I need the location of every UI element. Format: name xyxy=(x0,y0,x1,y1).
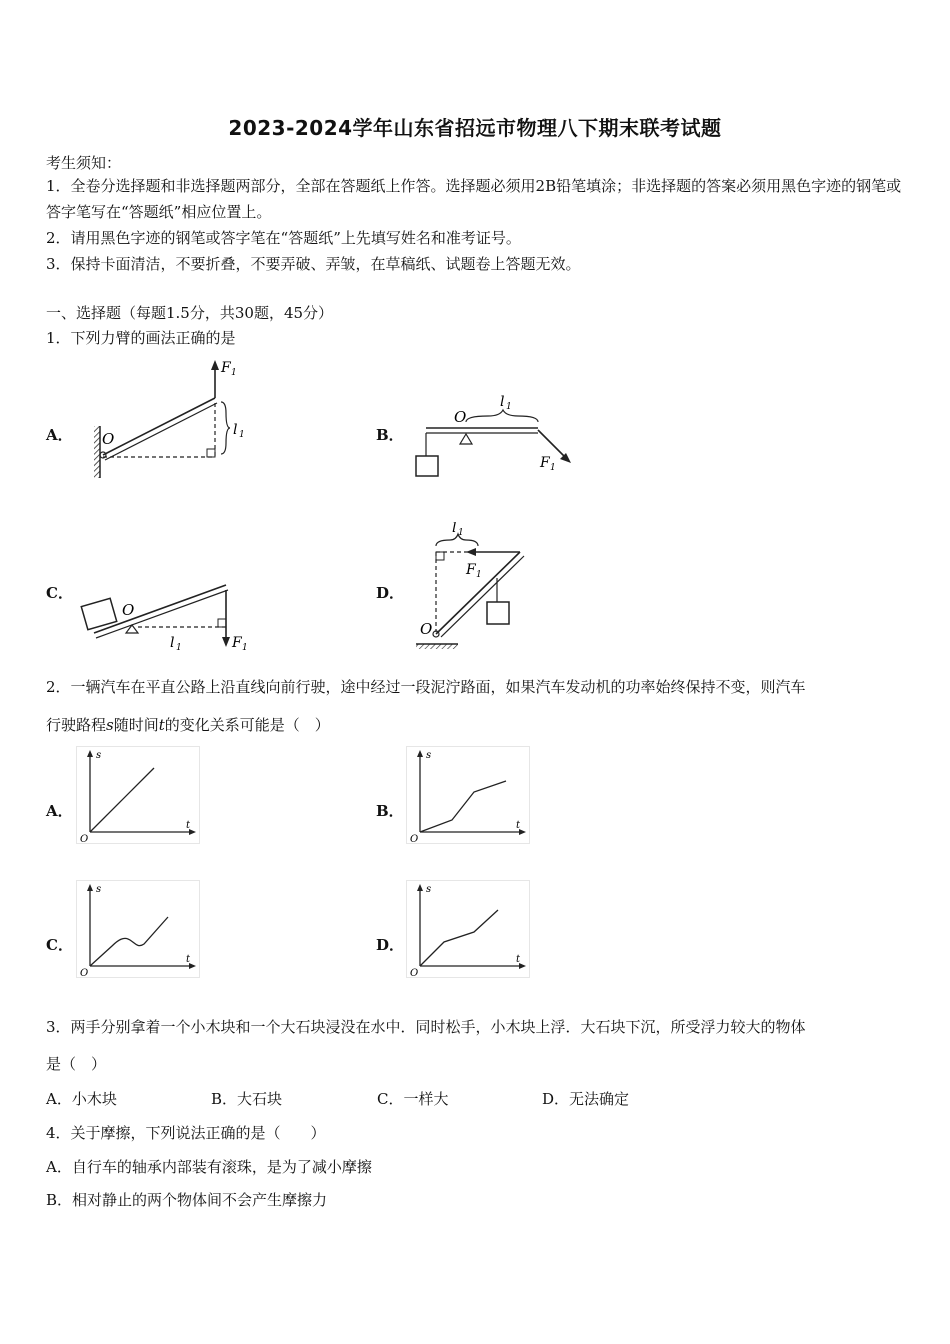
q2-option-c-label: C． xyxy=(46,936,73,954)
q4-stem: 4．关于摩擦，下列说法正确的是（ ） xyxy=(46,1124,326,1142)
svg-text:O: O xyxy=(410,834,419,844)
curve xyxy=(90,768,154,832)
svg-text:s: s xyxy=(96,750,102,761)
var-t: t xyxy=(158,716,165,734)
notice-item-2: 2．请用黑色字迹的钢笔或答字笔在“答题纸”上先填写姓名和准考证号。 xyxy=(46,229,521,247)
label-o: O xyxy=(102,430,115,448)
svg-text:t: t xyxy=(186,954,191,965)
svg-text:1: 1 xyxy=(176,643,182,653)
q1-figure-a xyxy=(88,358,263,488)
label-o: O xyxy=(420,620,433,638)
q3-stem-line-1: 3．两手分别拿着一个小木块和一个大石块浸没在水中．同时松手，小木块上浮．大石块下沉，所受浮力较大的物体 xyxy=(46,1018,806,1036)
q1-option-d-label: D． xyxy=(376,584,405,602)
q2-graph-a xyxy=(76,746,200,844)
label-f1: F xyxy=(466,562,476,578)
curve xyxy=(420,781,506,832)
fulcrum-triangle xyxy=(460,434,472,444)
q4-option-a: A．自行车的轴承内部装有滚珠，是为了减小摩擦 xyxy=(46,1158,372,1176)
lever-rod xyxy=(103,398,215,455)
q2-option-a-label: A． xyxy=(46,802,73,820)
curve xyxy=(90,917,168,966)
q4-option-b: B．相对静止的两个物体间不会产生摩擦力 xyxy=(46,1191,328,1209)
q2-option-d-label: D． xyxy=(376,936,405,954)
q1-option-c-label: C． xyxy=(46,584,73,602)
label-f1: F xyxy=(221,360,231,376)
block xyxy=(81,598,116,629)
svg-text:t: t xyxy=(516,820,521,831)
lever-rod xyxy=(436,552,520,634)
svg-text:s: s xyxy=(96,884,102,895)
svg-text:1: 1 xyxy=(231,368,237,378)
svg-text:1: 1 xyxy=(550,463,556,473)
q3-stem-line-2: 是（ ） xyxy=(46,1055,107,1073)
q1-figure-c xyxy=(76,575,256,655)
svg-text:1: 1 xyxy=(242,643,248,653)
notice-item-3: 3．保持卡面清洁，不要折叠，不要弄破、弄皱，在草稿纸、试题卷上答题无效。 xyxy=(46,255,581,273)
label-f1: F xyxy=(540,455,550,471)
q2-option-b-label: B． xyxy=(376,802,404,820)
svg-text:O: O xyxy=(410,968,419,978)
label-o: O xyxy=(454,408,467,426)
q3-option-a: A．小木块 xyxy=(46,1090,117,1108)
svg-text:1: 1 xyxy=(239,430,245,440)
page-title: 2023-2024学年山东省招远市物理八下期末联考试题 xyxy=(228,116,722,140)
svg-text:O: O xyxy=(80,968,89,978)
q2-graph-c xyxy=(76,880,200,978)
q1-option-b-label: B． xyxy=(376,426,404,444)
svg-text:t: t xyxy=(516,954,521,965)
q2-stem-line-1: 2．一辆汽车在平直公路上沿直线向前行驶，途中经过一段泥泞路面，如果汽车发动机的功率始终保持不变，则汽车 xyxy=(46,678,806,696)
wall-hatch xyxy=(94,426,100,478)
svg-text:1: 1 xyxy=(506,402,512,412)
q2-stem-line-2: 行驶路程s随时间t的变化关系可能是（ ） xyxy=(46,716,330,734)
hanging-weight xyxy=(487,602,509,624)
svg-text:t: t xyxy=(186,820,191,831)
label-l1: l xyxy=(500,394,505,410)
label-l1: l xyxy=(170,635,175,651)
q1-figure-b xyxy=(408,392,578,487)
notice-heading: 考生须知： xyxy=(46,154,122,172)
var-s: s xyxy=(106,716,114,734)
label-l1: l xyxy=(233,422,238,438)
svg-text:s: s xyxy=(426,884,432,895)
label-f1: F xyxy=(232,635,242,651)
q3-option-d: D．无法确定 xyxy=(542,1090,630,1108)
hanging-weight xyxy=(416,456,438,476)
q2-graph-b xyxy=(406,746,530,844)
q1-stem: 1．下列力臂的画法正确的是 xyxy=(46,329,236,347)
section-heading: 一、选择题（每题1.5分，共30题，45分） xyxy=(46,304,334,322)
svg-text:1: 1 xyxy=(458,528,464,538)
q2-graph-d xyxy=(406,880,530,978)
notice-item-1: 1．全卷分选择题和非选择题两部分，全部在答题纸上作答。选择题必须用2B铅笔填涂；非选择题的答案必须用黑色字迹的钢笔或答字笔写在“答题纸”相应位置上。 xyxy=(46,177,902,221)
svg-text:s: s xyxy=(426,750,432,761)
q3-option-b: B．大石块 xyxy=(211,1090,283,1108)
svg-text:O: O xyxy=(80,834,89,844)
curve xyxy=(420,910,498,966)
label-o: O xyxy=(122,601,135,619)
q1-option-a-label: A． xyxy=(46,426,73,444)
label-l1: l xyxy=(452,522,457,536)
q1-figure-d xyxy=(410,522,540,650)
svg-text:1: 1 xyxy=(476,570,482,580)
q3-option-c: C．一样大 xyxy=(377,1090,449,1108)
